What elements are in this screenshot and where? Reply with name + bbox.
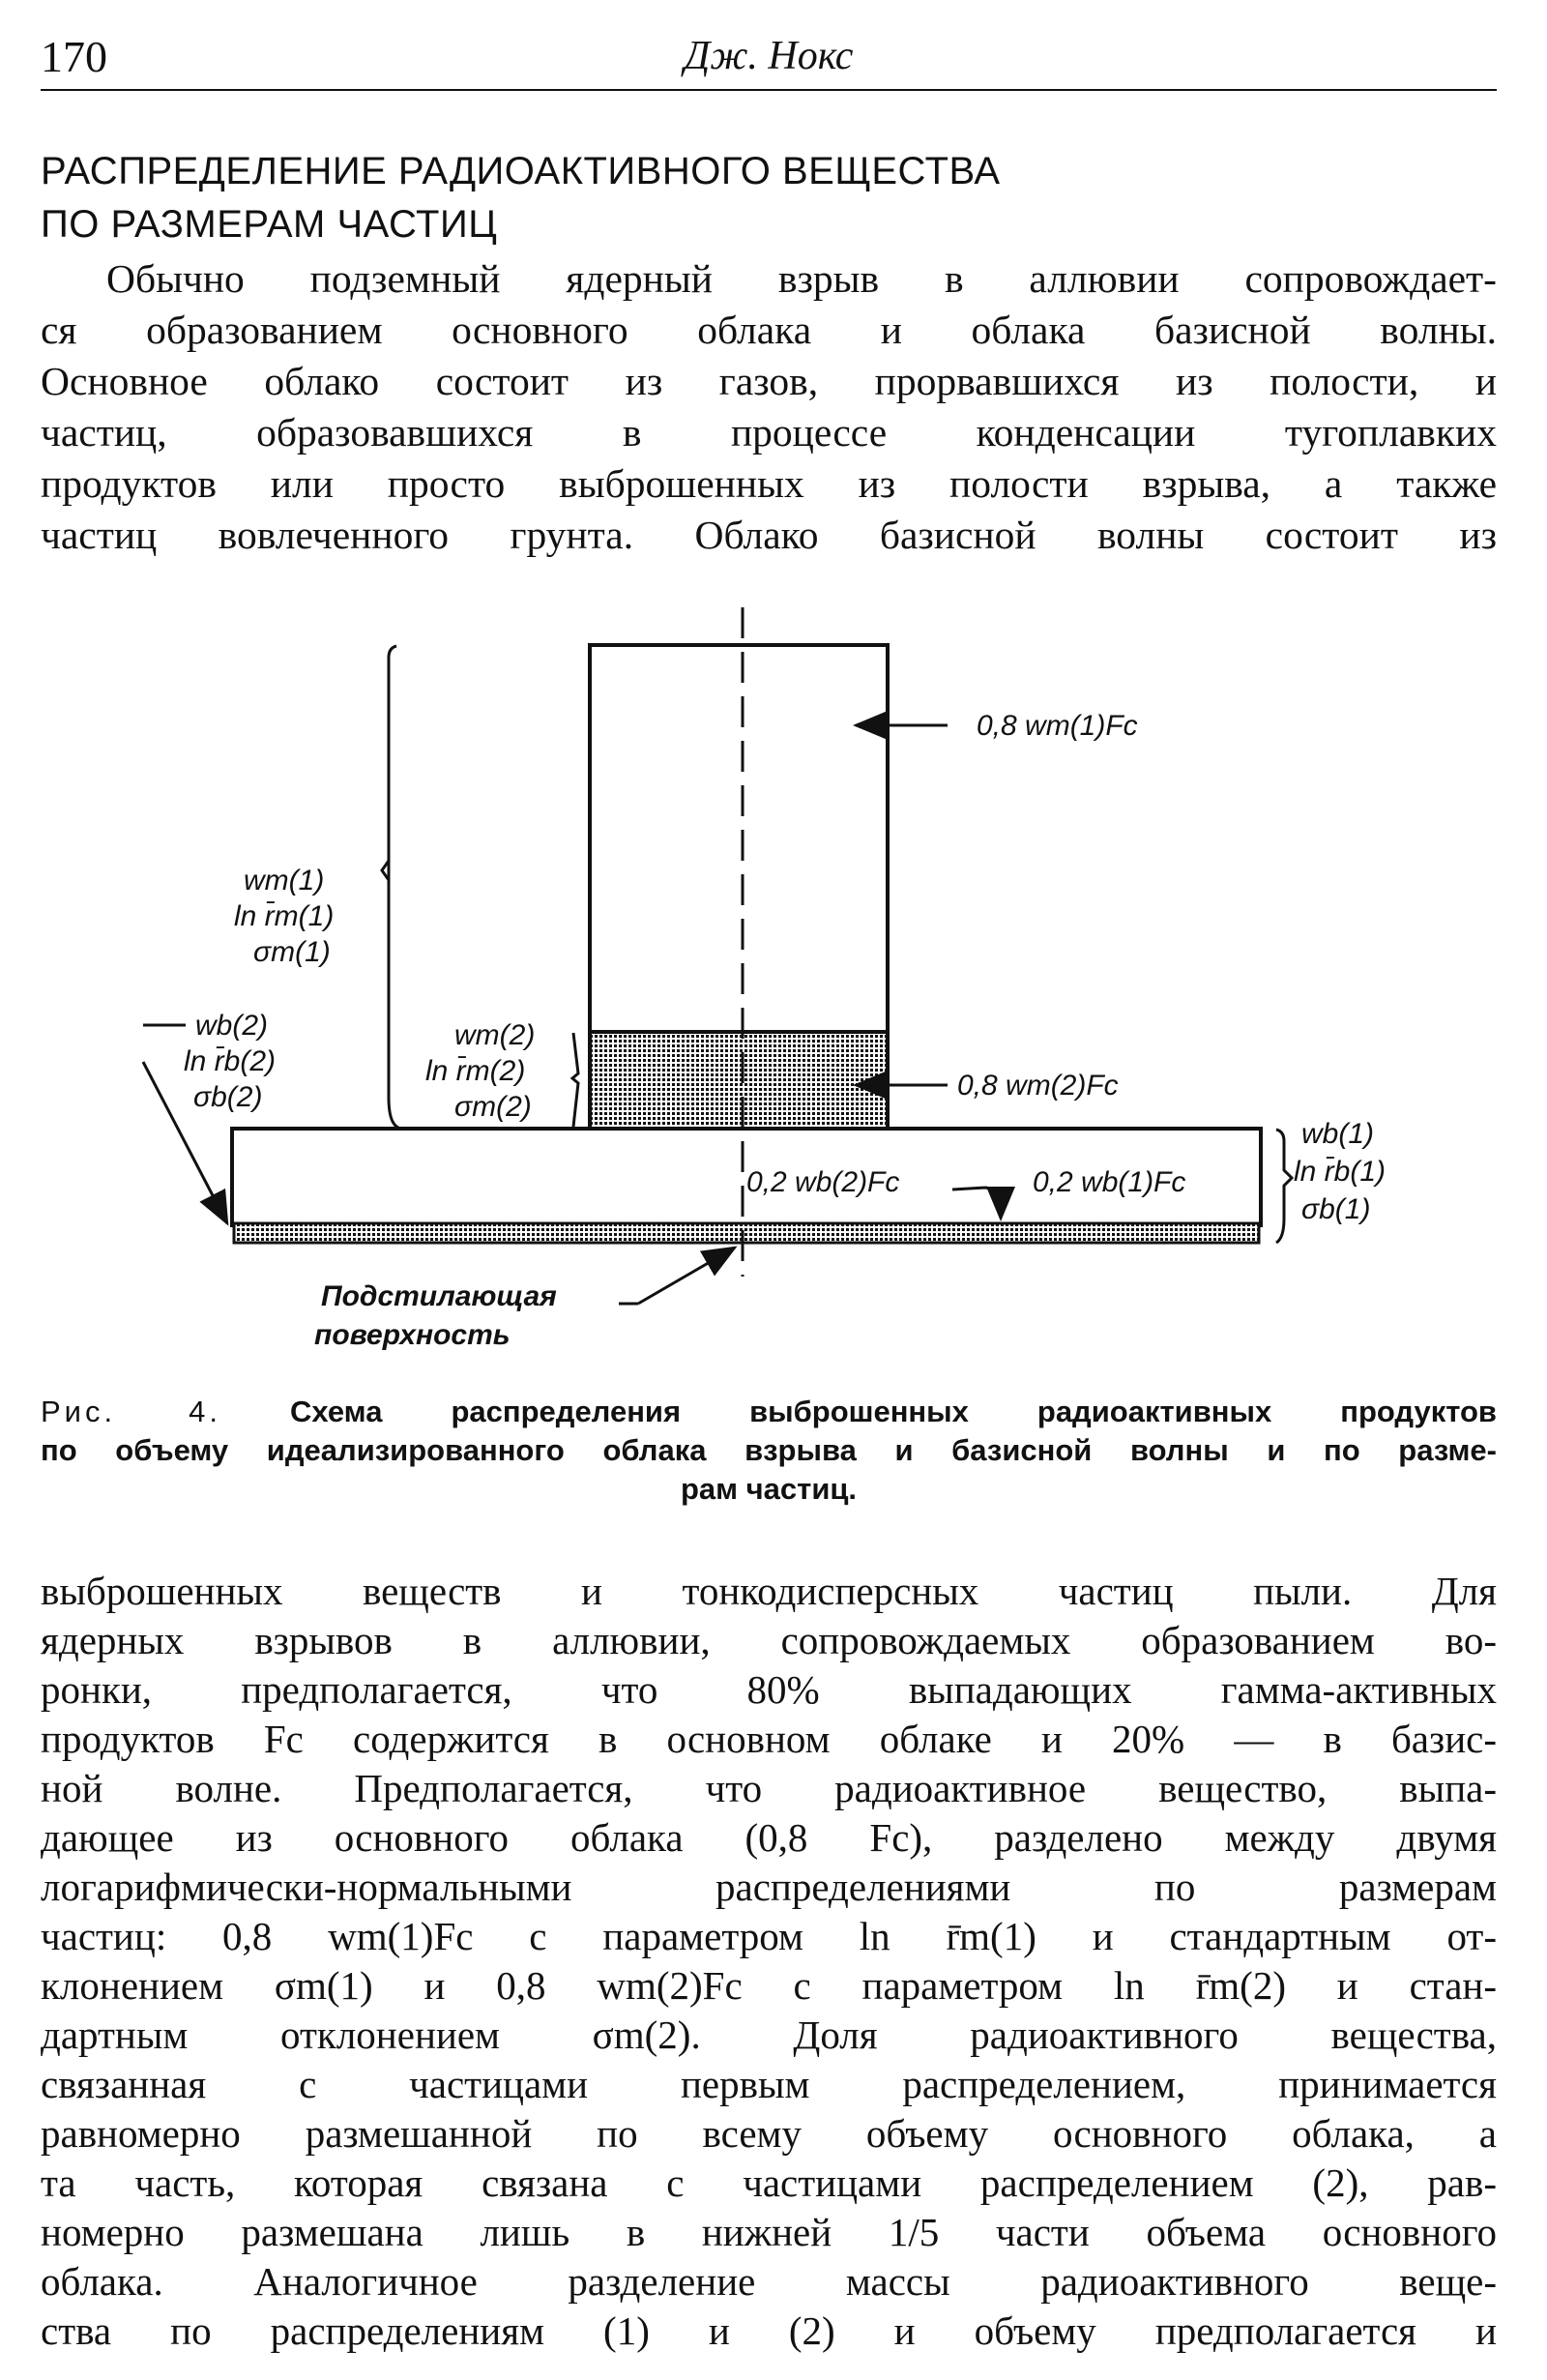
label-b1: σb(1): [1301, 1193, 1371, 1225]
label-base-right: 0,2 wb(1)Fc: [1033, 1166, 1186, 1198]
text-line: ронки, предполагается, что 80% выпадающих гамма-активных: [41, 1667, 1497, 1712]
label-m2: wm(2): [454, 1019, 536, 1051]
text-line: Обычно подземный ядерный взрыв в аллювии сопровождает-: [106, 256, 1497, 301]
text-line: ства по распределениям (1) и (2) и объему предполагается и: [41, 2308, 1497, 2353]
section-title: [41, 145, 1201, 251]
section-title-line: ПО РАЗМЕРАМ ЧАСТИЦ: [41, 203, 498, 246]
text-line: облака. Аналогичное разделение массы радиоактивного веще-: [41, 2259, 1497, 2304]
section-title-line: РАСПРЕДЕЛЕНИЕ РАДИОАКТИВНОГО ВЕЩЕСТВА: [41, 150, 1001, 192]
text-line: продуктов или просто выброшенных из полости взрыва, а также: [41, 461, 1497, 506]
text-line: дающее из основного облака (0,8 Fc), разделено между двумя: [41, 1815, 1497, 1860]
brace-b1: [1276, 1130, 1292, 1243]
caption-text: по объему идеализированного облака взрыва и базисной волны и по разме-: [41, 1433, 1497, 1467]
brace-left: [389, 646, 401, 1129]
label-m2: ln r̄m(2): [425, 1055, 526, 1087]
label-top-right: 0,8 wm(1)Fc: [977, 710, 1138, 742]
text-line: Основное облако состоит из газов, прорвавшихся из полости, и: [41, 359, 1497, 403]
label-m1: σm(1): [253, 936, 331, 968]
label-m1: wm(1): [244, 865, 325, 896]
main-cloud-lower-fifth: [592, 1032, 886, 1127]
text-line: ся образованием основного облака и облака базисной волны.: [41, 308, 1497, 352]
figure-4: [135, 600, 1431, 1364]
label-base-left: 0,2 wb(2)Fc: [746, 1166, 900, 1198]
paragraph-2: [41, 1567, 1497, 2356]
text-line: логарифмически-нормальными распределениями по размерам: [41, 1865, 1497, 1909]
running-head: Дж. Нокс: [684, 34, 854, 78]
text-line: связанная с частицами первым распределением, принимается: [41, 2062, 1497, 2106]
caption-text: рам частиц.: [680, 1472, 858, 1506]
label-m1: ln r̄m(1): [234, 900, 335, 932]
text-line: ядерных взрывов в аллювии, сопровождаемых образованием во-: [41, 1618, 1497, 1662]
label-m2: σm(2): [454, 1091, 532, 1123]
text-line: продуктов Fc содержится в основном облаке и 20% — в базис-: [41, 1717, 1497, 1761]
paragraph-1: [41, 253, 1497, 561]
label-b2: ln r̄b(2): [184, 1045, 277, 1077]
text-line: равномерно размешанной по всему объему основного облака, а: [41, 2111, 1497, 2156]
text-line: выброшенных веществ и тонкодисперсных частиц пыли. Для: [41, 1569, 1497, 1613]
label-b1: ln r̄b(1): [1294, 1156, 1386, 1188]
base-surge-bottom-strip: [234, 1223, 1259, 1243]
caption-fig-label: Рис. 4.: [41, 1395, 221, 1428]
text-line: частиц вовлеченного грунта. Облако базисной волны состоит из: [41, 513, 1497, 557]
text-line: ной волне. Предполагается, что радиоактивное вещество, выпа-: [41, 1766, 1497, 1810]
caption-text: Схема распределения выброшенных радиоактивных продуктов: [289, 1395, 1497, 1428]
page-header: [41, 29, 1497, 91]
page-number: 170: [41, 32, 107, 81]
label-surface: поверхность: [314, 1319, 511, 1351]
label-mid-right: 0,8 wm(2)Fc: [957, 1070, 1119, 1102]
label-b2: σb(2): [193, 1081, 263, 1113]
text-line: номерно размешана лишь в нижней 1/5 части объема основного: [41, 2210, 1497, 2254]
cloud-distribution-diagram: [135, 600, 1431, 1364]
label-b2: wb(2): [195, 1010, 269, 1042]
figure-caption: [41, 1393, 1497, 1509]
text-line: частиц: 0,8 wm(1)Fc с параметром ln r̄m(1) и стандартным от-: [41, 1914, 1497, 1958]
text-line: частиц, образовавшихся в процессе конденсации тугоплавких: [41, 410, 1497, 455]
text-line: та часть, которая связана с частицами распределением (2), рав-: [41, 2160, 1497, 2205]
label-surface: Подстилающая: [321, 1280, 557, 1312]
text-line: дартным отклонением σm(2). Доля радиоактивного вещества,: [41, 2013, 1497, 2057]
brace-m2: [572, 1033, 578, 1127]
label-b1: wb(1): [1301, 1118, 1375, 1150]
text-line: клонением σm(1) и 0,8 wm(2)Fc с параметром ln r̄m(2) и стан-: [41, 1963, 1497, 2008]
